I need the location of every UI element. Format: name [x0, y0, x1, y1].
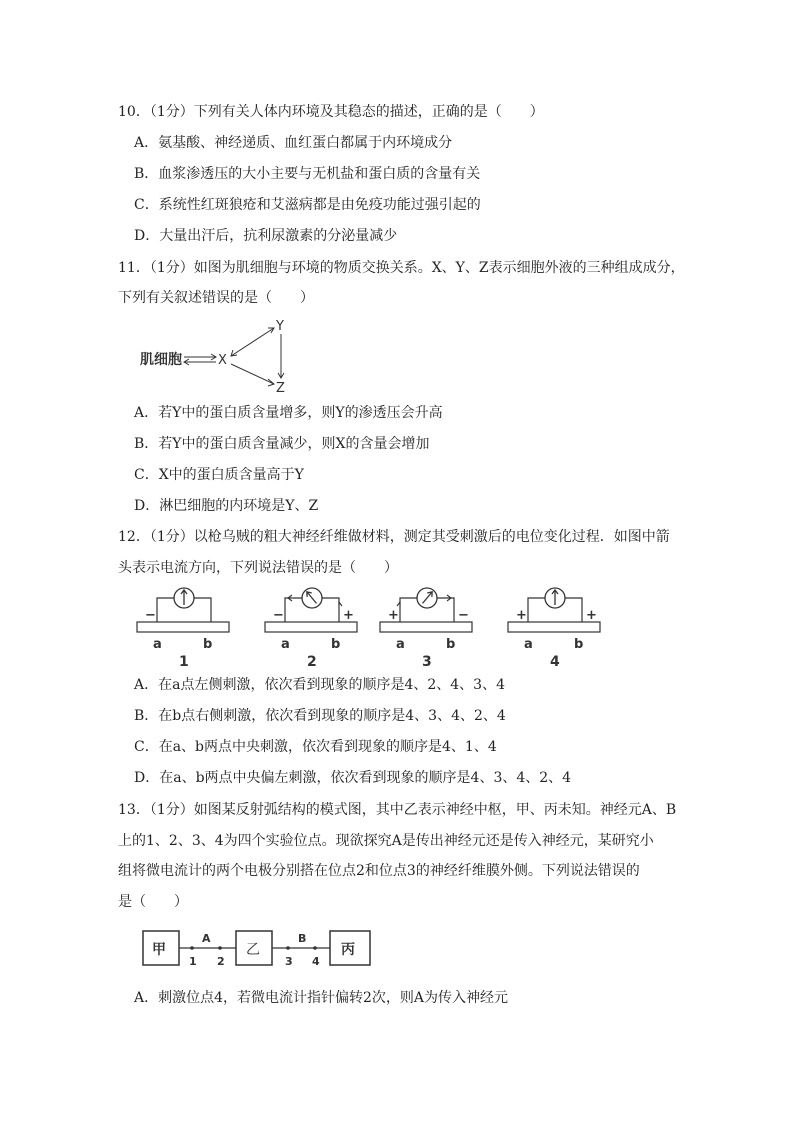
q12-option-d: D．在a、b两点中央偏左刺激，依次看到现象的顺序是4、3、4、2、4 — [134, 770, 572, 786]
nerve-fiber — [137, 622, 229, 632]
point-b-label: b — [446, 637, 456, 652]
point-b-label: b — [574, 637, 584, 652]
y-label: Y — [276, 319, 284, 334]
panel-number: 3 — [422, 654, 432, 670]
q11-stem-line1: 11．（1分）如图为肌细胞与环境的物质交换关系。X、Y、Z表示细胞外液的三种组成成分， — [118, 260, 685, 276]
nerve-fiber — [265, 622, 357, 632]
q11-option-d: D．淋巴细胞的内环境是Y、Z — [134, 498, 319, 514]
q11-option-a: A．若Y中的蛋白质含量增多，则Y的渗透压会升高 — [134, 405, 443, 421]
right-electrode-sign: − — [458, 608, 469, 623]
q13-stem-line2: 上的1、2、3、4为四个实验位点。现欲探究A是传出神经元还是传入神经元，某研究小 — [118, 833, 654, 849]
fiber-panel-4 — [508, 588, 600, 670]
left-electrode-sign: + — [388, 608, 399, 623]
nerve-fiber — [380, 622, 472, 632]
fiber-panel-3 — [380, 588, 472, 670]
q10-option-b: B．血浆渗透压的大小主要与无机盐和蛋白质的含量有关 — [134, 166, 481, 182]
q13-stem-line1: 13．（1分）如图某反射弧结构的模式图，其中乙表示神经中枢，甲、丙未知。神经元A、B — [118, 802, 677, 818]
q11-option-c: C．X中的蛋白质含量高于Y — [134, 467, 304, 483]
q10-option-d: D．大量出汗后，抗利尿激素的分泌量减少 — [134, 228, 398, 244]
left-electrode-sign: − — [273, 608, 284, 623]
z-label: Z — [276, 381, 285, 396]
point-a-label: a — [153, 637, 162, 652]
site-2-label: 2 — [217, 955, 225, 968]
q11-option-b: B．若Y中的蛋白质含量减少，则X的含量会增加 — [134, 436, 430, 452]
site-1-label: 1 — [189, 955, 197, 968]
q13-stem-line4: 是（ ） — [118, 894, 188, 910]
left-electrode-sign: − — [145, 608, 156, 623]
left-electrode-sign: + — [516, 608, 527, 623]
q11-stem-line2: 下列有关叙述错误的是（ ） — [118, 290, 314, 306]
site-4-label: 4 — [312, 955, 320, 968]
q12-option-b: B．在b点右侧刺激，依次看到现象的顺序是4、3、4、2、4 — [134, 708, 506, 724]
bing-label: 丙 — [341, 942, 355, 958]
neuron-a-label: A — [202, 932, 211, 945]
x-label: X — [218, 353, 227, 368]
fiber-panel-1 — [137, 588, 229, 670]
q12-stem-line2: 头表示电流方向，下列说法错误的是（ ） — [118, 560, 398, 576]
q11-exchange-diagram — [138, 316, 298, 396]
jia-label: 甲 — [152, 942, 166, 958]
neuron-b-label: B — [298, 932, 307, 945]
site-3-label: 3 — [285, 955, 293, 968]
muscle-cell-label: 肌细胞 — [140, 352, 182, 368]
q13-stem-line3: 组将微电流计的两个电极分别搭在位点2和位点3的神经纤维膜外侧。下列说法错误的 — [118, 863, 640, 879]
fiber-panel-2 — [265, 588, 357, 670]
yi-label: 乙 — [246, 942, 260, 958]
nerve-fiber — [508, 622, 600, 632]
q10-stem: 10．（1分）下列有关人体内环境及其稳态的描述，正确的是（ ） — [118, 104, 544, 120]
q10-option-a: A．氨基酸、神经递质、血红蛋白都属于内环境成分 — [134, 135, 453, 151]
panel-number: 1 — [179, 654, 189, 670]
q12-option-c: C．在a、b两点中央刺激，依次看到现象的顺序是4、1、4 — [134, 739, 497, 755]
q12-nerve-fiber-figures — [135, 586, 605, 670]
right-electrode-sign: + — [343, 608, 354, 623]
q12-stem-line1: 12．（1分）以枪乌贼的粗大神经纤维做材料，测定其受刺激后的电位变化过程．如图中箭 — [118, 529, 670, 545]
right-electrode-sign: + — [586, 608, 597, 623]
q10-option-c: C．系统性红斑狼疮和艾滋病都是由免疫功能过强引起的 — [134, 197, 481, 213]
point-b-label: b — [203, 637, 213, 652]
q12-option-a: A．在a点左侧刺激，依次看到现象的顺序是4、2、4、3、4 — [134, 677, 505, 693]
q13-reflex-arc-diagram — [140, 924, 380, 974]
point-a-label: a — [524, 637, 533, 652]
q13-option-a: A．刺激位点4，若微电流计指针偏转2次，则A为传入神经元 — [134, 990, 509, 1006]
point-a-label: a — [281, 637, 290, 652]
point-a-label: a — [396, 637, 405, 652]
panel-number: 4 — [550, 654, 560, 670]
point-b-label: b — [331, 637, 341, 652]
panel-number: 2 — [307, 654, 317, 670]
